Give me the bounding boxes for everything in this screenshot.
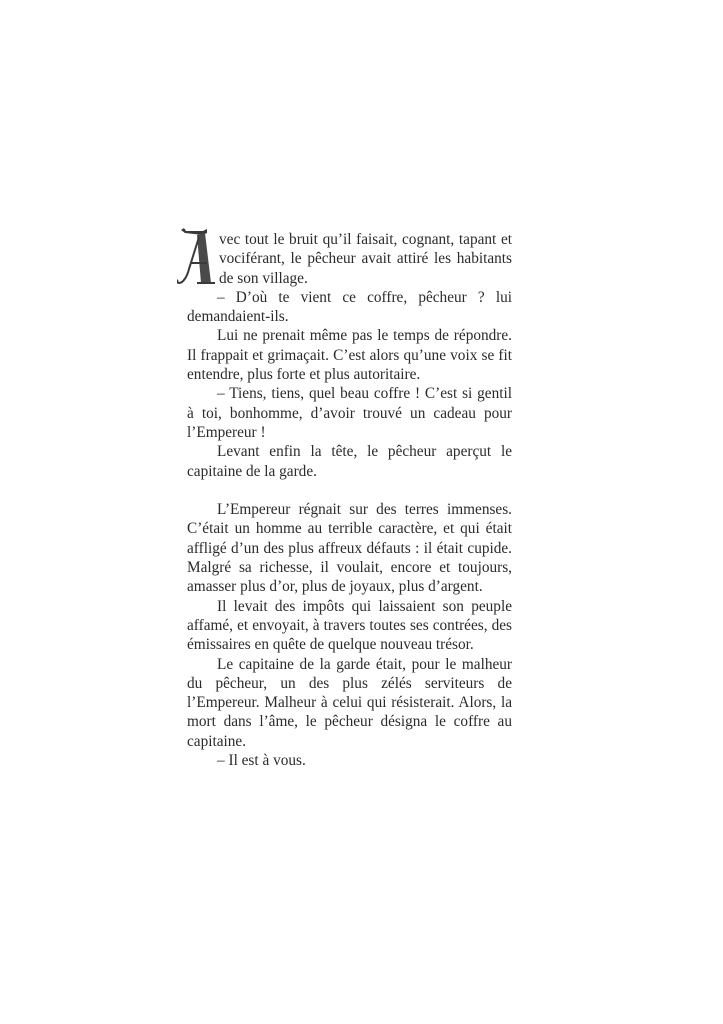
paragraph: – Tiens, tiens, quel beau coffre ! C’est si gentil à toi, bonhomme, d’avoir trouvé un cadeau pour l’Empereur ! [187,385,512,441]
paragraph: Levant enfin la tête, le pêcheur aperçut le capitaine de la garde. [187,443,512,480]
dropcap-letter-a [177,227,217,285]
paragraph: Il levait des impôts qui laissaient son peuple affamé, et envoyait, à travers toutes ses contrées, des émissaires en quête de quelque nouveau trésor. [187,597,512,654]
page-body [187,230,512,770]
section-break [187,481,512,500]
paragraph: L’Empereur régnait sur des terres immenses. C’était un homme au terrible caractère, et qui était affligé d’un des plus affreux défauts : il était cupide. Malgré sa richesse, il voulait, encore et toujours, amasser plus d’or, plus de joyaux, plus d’argent. [187,501,512,596]
opening-text: vec tout le bruit qu’il faisait, cognant, tapant et vociférant, le pêcheur avait attiré les habitants de son village. [219,231,512,287]
opening-paragraph [187,230,512,288]
paragraph: – Il est à vous. [217,752,306,770]
paragraph: Lui ne prenait même pas le temps de répondre. Il frappait et grimaçait. C’est alors qu’une voix se fit entendre, plus forte et plus autoritaire. [187,327,512,384]
paragraph: Le capitaine de la garde était, pour le malheur du pêcheur, un des plus zélés serviteurs de l’Empereur. Malheur à celui qui résisterait. Alors, la mort dans l’âme, le pêcheur désigna le coffre au capitaine. [187,655,512,750]
ornamental-a-icon [177,227,217,287]
paragraph: – D’où te vient ce coffre, pêcheur ? lui demandaient-ils. [187,288,512,326]
